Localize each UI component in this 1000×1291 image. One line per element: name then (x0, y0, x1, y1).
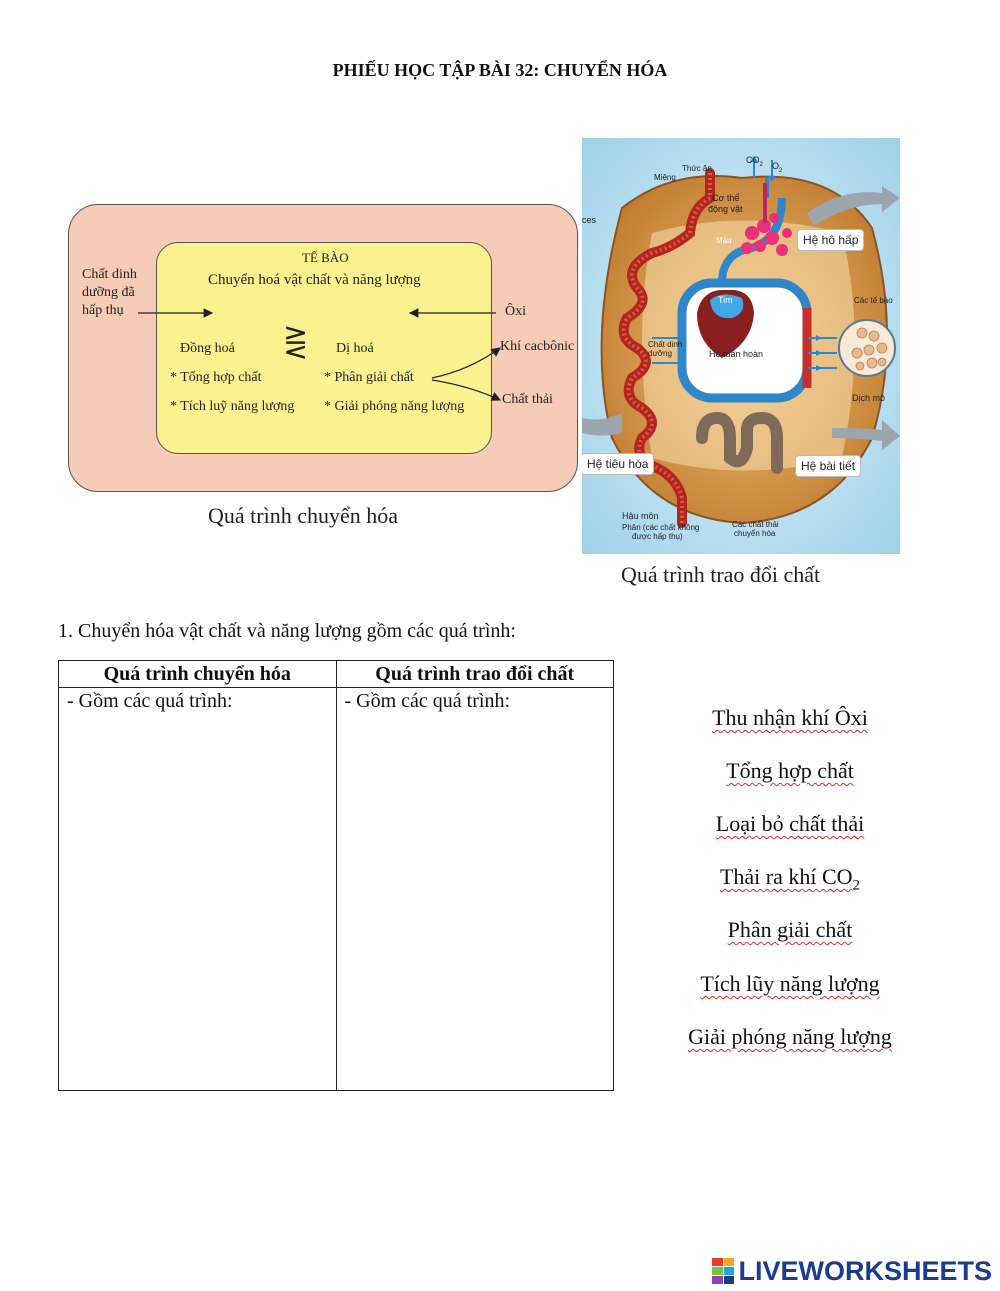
cell-subtitle: Chuyển hoá vật chất và năng lượng (208, 272, 421, 288)
body-label-2: động vật (708, 204, 743, 214)
page-title: PHIẾU HỌC TẬP BÀI 32: CHUYỂN HÓA (332, 60, 668, 80)
food-label: Thức ăn (682, 164, 712, 173)
waste-output-label: Chất thải (502, 392, 553, 407)
nutrients-label-2: dưỡng đã (82, 285, 135, 300)
body-label-1: Cơ thể (712, 193, 740, 203)
liveworksheets-logo (712, 1256, 992, 1286)
blood-label: Máu (716, 236, 732, 245)
co2-label: $CO_2$ (746, 155, 763, 168)
heart-label: Tim (718, 295, 733, 305)
catabolism-label: Dị hoá (336, 341, 374, 356)
tissue-fluid-label: Dịch mô (852, 393, 886, 403)
logo-text: LIVEWORKSHEETS (738, 1255, 992, 1286)
header-exchange: Quá trình trao đổi chất (336, 661, 614, 688)
word-release-co2[interactable]: Thải ra khí $CO_2$ (719, 864, 861, 894)
metabolism-caption: Quá trình chuyển hóa (208, 503, 398, 528)
word-release-energy[interactable]: Giải phóng năng lượng (688, 1024, 892, 1049)
circulatory-label: Hệ tuần hoàn (709, 349, 764, 359)
excretory-system-label: Hệ bài tiết (796, 456, 860, 476)
respiratory-system-label: Hệ hô hấp (798, 230, 863, 250)
nutrients-label-3: hấp thụ (82, 303, 124, 318)
catabolism-item-1: * Phân giải chất (324, 370, 414, 385)
nutrients-label-1: Chất dinh (82, 267, 137, 282)
co2-output-label: Khí cacbônic (500, 339, 575, 354)
drop-zone-metabolism[interactable]: - Gồm các quá trình: (59, 688, 337, 1091)
catabolism-item-2: * Giải phóng năng lượng (324, 399, 465, 414)
o2-label: $O_2$ (772, 161, 783, 174)
feces-label-2: được hấp thụ) (632, 532, 683, 541)
anabolism-label: Đồng hoá (180, 341, 235, 356)
digestive-system-label: Hệ tiêu hóa (582, 454, 653, 474)
relation-symbol: ⋛ (283, 326, 309, 359)
question-1: 1. Chuyển hóa vật chất và năng lượng gồm các quá trình: (58, 620, 516, 642)
word-receive-oxygen[interactable]: Thu nhận khí Ôxi (712, 705, 868, 730)
waste-label-2: chuyển hóa (734, 529, 776, 538)
ces-label: ces (582, 215, 597, 225)
word-synthesize[interactable]: Tổng hợp chất (726, 758, 854, 783)
nutrients-label-a: Chất dinh (648, 340, 683, 349)
exchange-illustration (582, 138, 900, 554)
oxygen-label: Ôxi (505, 304, 526, 319)
header-metabolism: Quá trình chuyển hóa (59, 661, 337, 688)
drop-zone-exchange[interactable]: - Gồm các quá trình: (336, 688, 614, 1091)
cells-label: Các tế bào (854, 296, 893, 305)
feces-label-1: Phân (các chất không (622, 523, 700, 532)
process-table (58, 660, 614, 1091)
waste-label-1: Các chất thải (732, 520, 779, 529)
word-remove-waste[interactable]: Loại bỏ chất thải (715, 811, 865, 836)
anus-label: Hậu môn (622, 511, 659, 521)
exchange-caption: Quá trình trao đổi chất (621, 562, 821, 587)
exchange-diagram (582, 138, 900, 554)
word-store-energy[interactable]: Tích lũy năng lượng (700, 971, 880, 996)
cell-title: TẾ BÀO (302, 250, 349, 265)
nutrients-label-b: dưỡng (648, 349, 672, 358)
mouth-label: Miệng (654, 173, 676, 182)
logo-icon (712, 1258, 734, 1284)
word-break-down[interactable]: Phân giải chất (727, 917, 853, 942)
anabolism-item-1: * Tổng hợp chất (170, 370, 262, 385)
anabolism-item-2: * Tích luỹ năng lượng (170, 399, 295, 414)
